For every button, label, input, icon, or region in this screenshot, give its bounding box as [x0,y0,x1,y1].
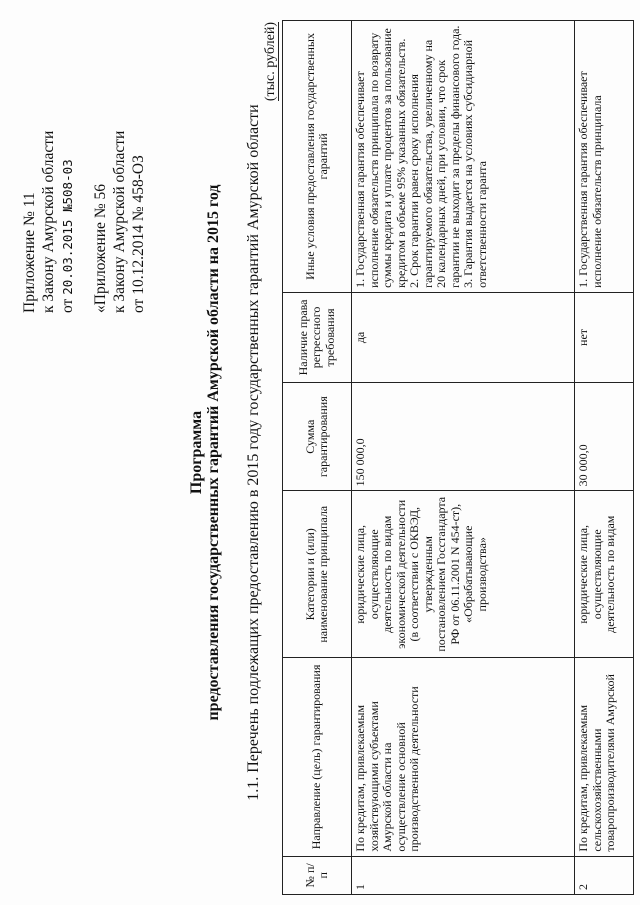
section-heading: 1.1. Перечень подлежащих предоставлению в 2015 году государственных гарантий Амурской области [245,104,262,801]
appendix-line-3 [58,28,77,313]
condition-item: 1. Государственная гарантия обеспечивает исполнение обязательств принципала по возврату суммы кредита и уплате процентов за пользование кредитом в объеме 95% указанных обязательств. [353,28,408,288]
table-header-row [283,21,352,895]
appendix-line-6: от 10.12.2014 № 458-ОЗ [130,155,147,313]
cell-category: юридические лица, осуществляющие деятельность по видам экономической деятельности (в соответствии с ОКВЭД, утвержденным постановлением Госстандарта РФ от 06.11.2001 N 454-ст), «Обрабатывающие производства» [352,491,575,658]
handwritten-date-number: 20.03.2015 №508-03 [60,159,75,295]
cell-regress: да [352,292,575,382]
program-title: Программа [188,410,205,495]
condition-item: 1. Государственная гарантия обеспечивает исполнение обязательств принципала [576,71,604,288]
condition-item: 2. Срок гарантии равен сроку исполнения гарантируемого обязательства, увеличенному на 20 календарных дней, при условии, что срок гарантии не выходит за пределы финансового года. [407,25,462,288]
condition-item: 3. Гарантия выдается на условиях субсидиарной ответственности гаранта [461,39,489,288]
cell-num: 1 [352,856,575,894]
cell-regress: нет [575,292,634,382]
units-note: (тыс. рублей) [263,22,278,102]
cell-direction: По кредитам, привлекаемым хозяйствующими субъектами Амурской области на осуществление основной производственной деятельности [352,658,575,856]
cell-direction: По кредитам, привлекаемым сельскохозяйственными товаропроизводителями Амурской [575,658,634,856]
header-category: Категории и (или) наименование принципала [283,491,352,658]
header-direction: Направление (цель) гарантирования [283,658,352,856]
cell-category: юридические лица, осуществляющие деятельность по видам [575,491,634,658]
cell-conditions [352,21,575,293]
header-regress: Наличие права регрессного требования [283,292,352,382]
header-sum: Сумма гарантирования [283,383,352,491]
header-num: № п/п [283,856,352,894]
guarantees-table [282,20,634,895]
appendix-line-4: «Приложение № 56 [92,184,109,313]
appendix-line-1: Приложение № 11 [21,192,38,313]
table-row [352,21,575,895]
cell-sum: 150 000,0 [352,383,575,491]
cell-conditions [575,21,634,293]
program-subtitle: предоставления государственных гарантий Амурской области на 2015 год [205,184,222,721]
cell-sum: 30 000,0 [575,383,634,491]
appendix-line-5: к Закону Амурской области [111,130,128,313]
date-prefix: от [59,294,76,313]
header-conditions: Иные условия предоставления государственных гарантий [283,21,352,293]
appendix-header [20,28,148,313]
appendix-line-2: к Закону Амурской области [40,130,57,313]
table-row [575,21,634,895]
cell-num: 2 [575,856,634,894]
